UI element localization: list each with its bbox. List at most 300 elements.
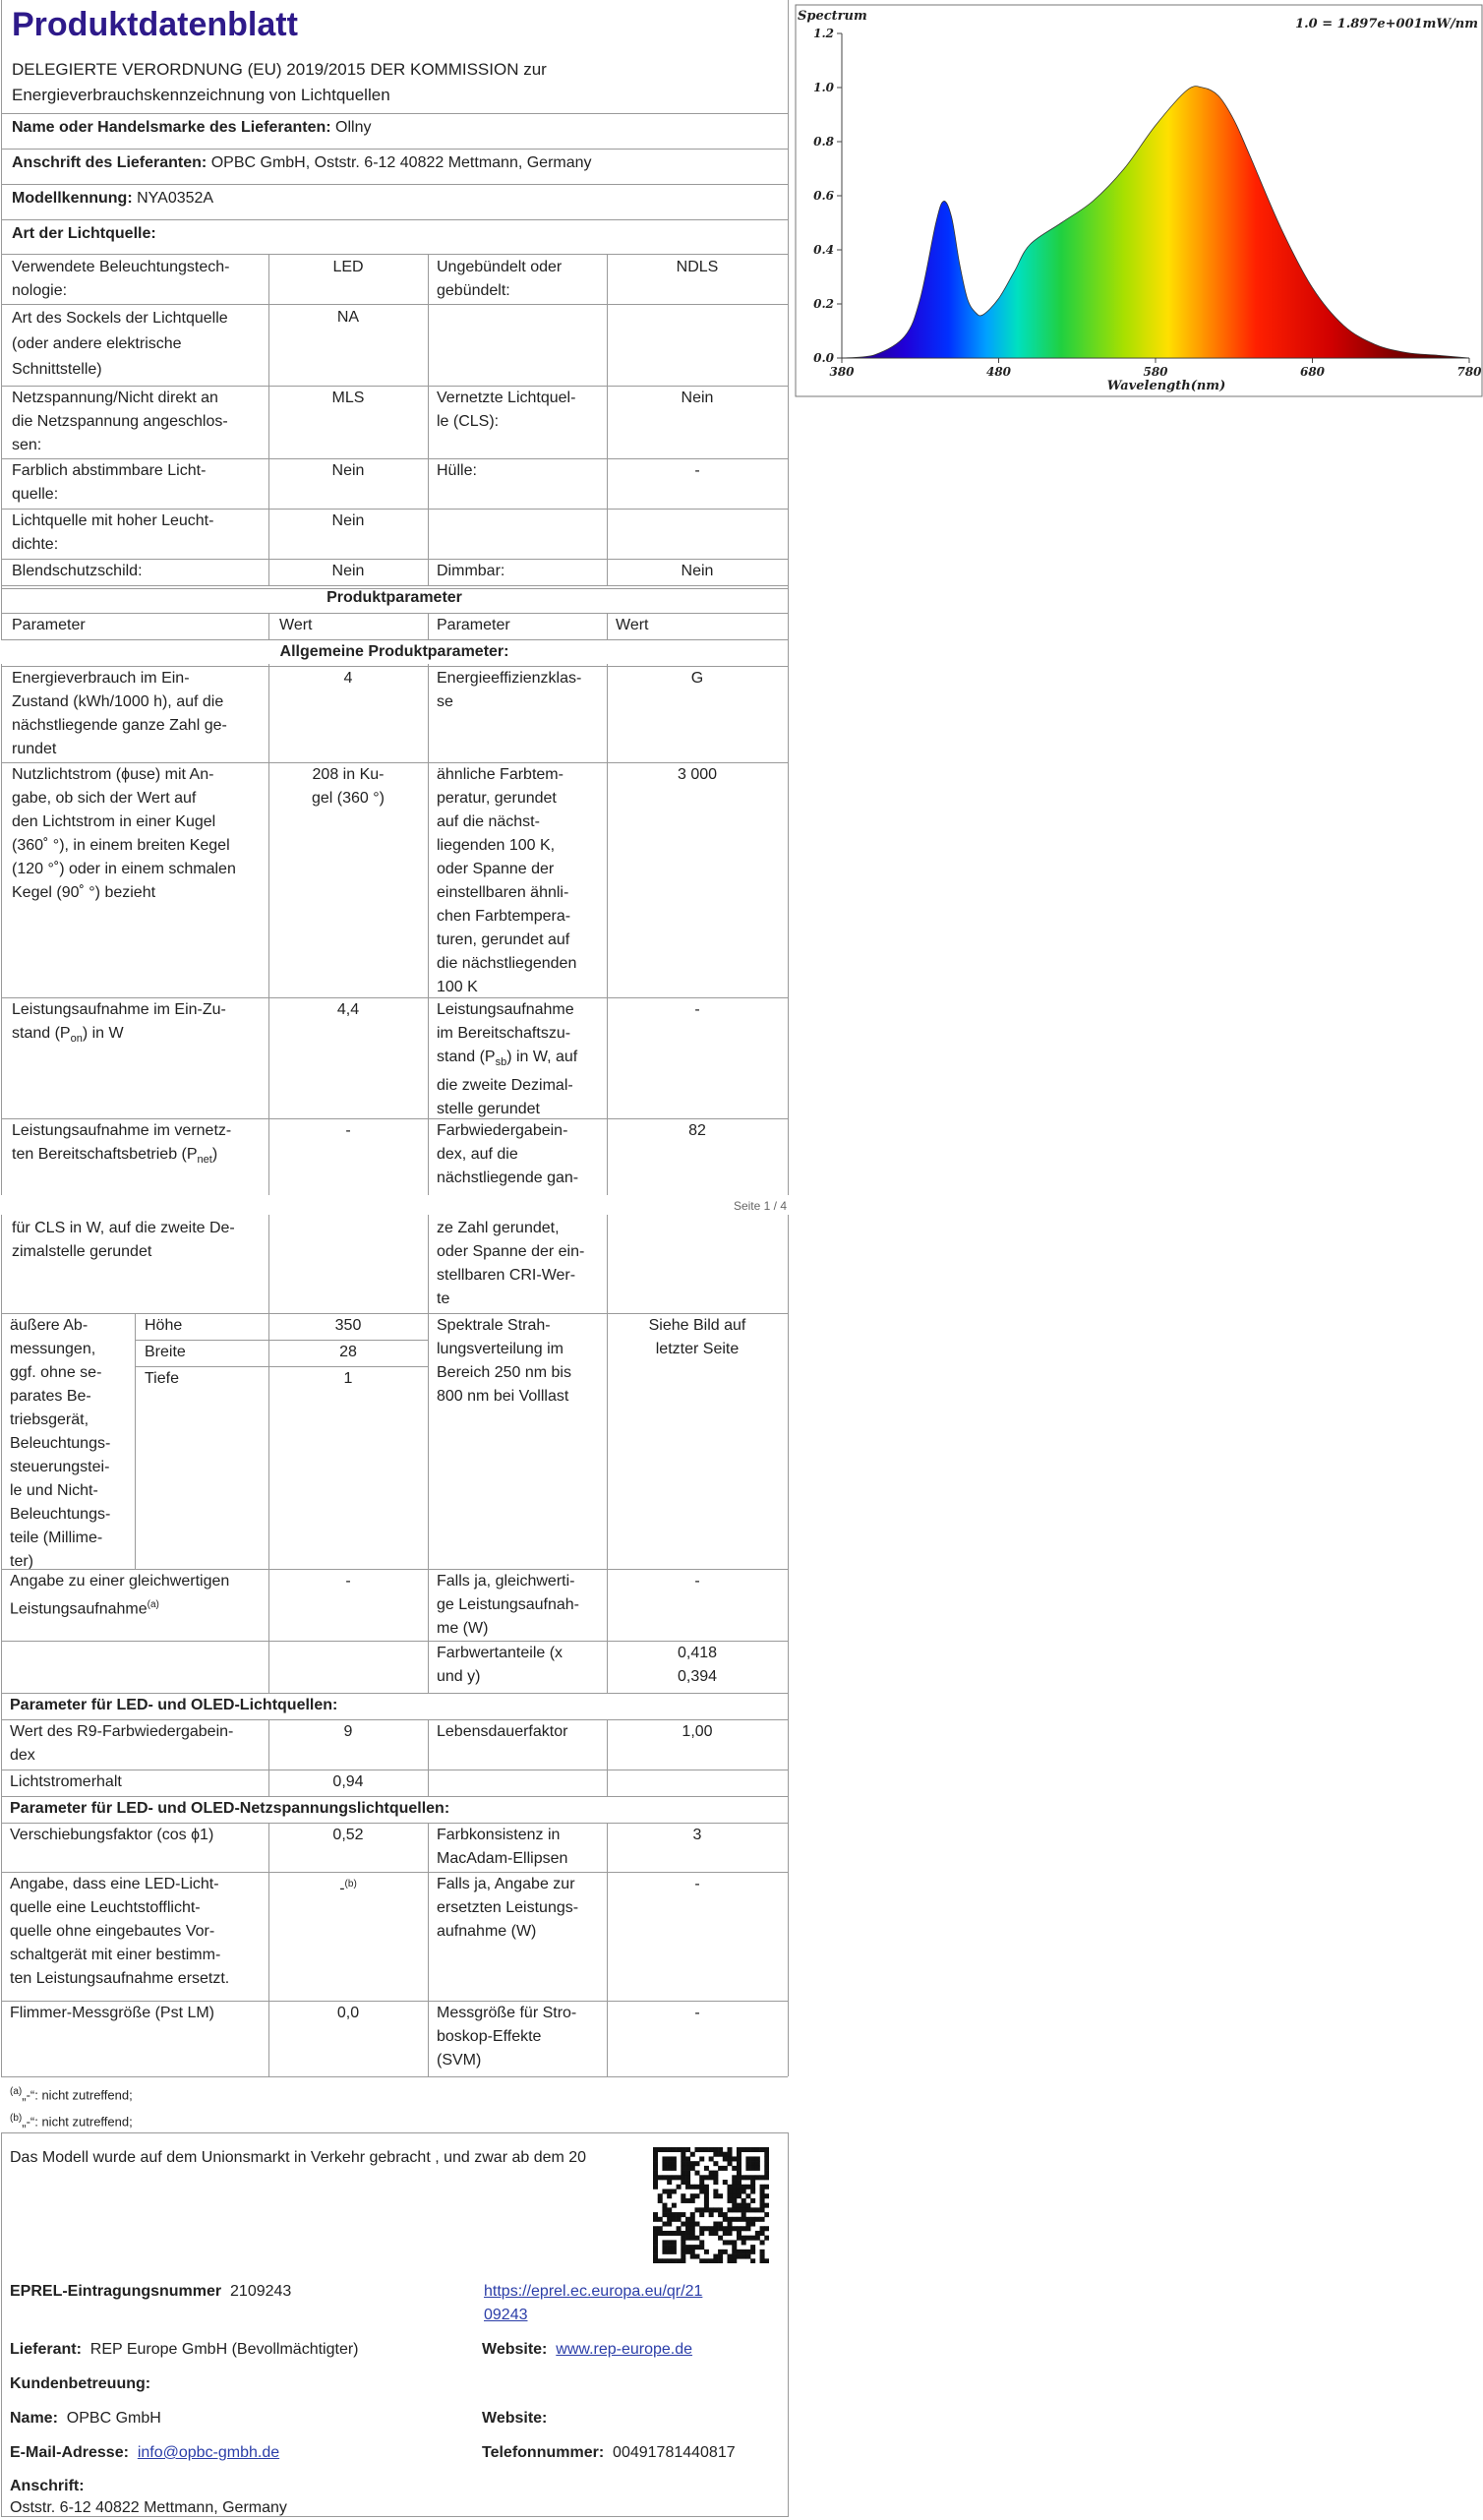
qr-module: [732, 2189, 737, 2193]
qr-module: [742, 2185, 746, 2190]
qr-module: [653, 2250, 658, 2254]
qr-module: [742, 2226, 746, 2231]
qr-module: [681, 2254, 685, 2259]
cct-value: 3 000: [677, 766, 718, 783]
height-value: 350: [334, 1317, 362, 1334]
qr-module: [662, 2156, 667, 2161]
depth-label: Tiefe: [145, 1370, 179, 1387]
eq-watt-label: Falls ja, gleichwerti- ge Leistungsaufnah- me (W): [437, 1573, 579, 1637]
lt-highlum-label: Lichtquelle mit hoher Leucht- dichte:: [12, 512, 214, 553]
qr-module: [704, 2189, 709, 2193]
qr-module: [737, 2203, 742, 2208]
qr-module: [732, 2250, 737, 2254]
qr-module: [662, 2222, 667, 2227]
energy-class-label: Energieeffizienzklas- se: [437, 670, 582, 710]
replacement-value: -$^{(b)}$: [339, 1879, 357, 1897]
qr-module: [718, 2258, 723, 2263]
qr-module: [745, 2236, 750, 2241]
lt-cls-label: Vernetzte Lichtquel- le (CLS):: [437, 390, 576, 430]
lt-technology-label: Verwendete Beleuchtungstech- nologie:: [12, 259, 230, 299]
qr-module: [658, 2231, 663, 2236]
pon-value: 4,4: [336, 1001, 360, 1018]
x-tick-label: 380: [829, 365, 855, 379]
qr-module: [667, 2166, 672, 2171]
qr-module: [742, 2189, 746, 2193]
qr-module: [750, 2258, 755, 2263]
qr-module: [750, 2180, 755, 2185]
qr-module: [709, 2231, 714, 2236]
qr-module: [728, 2226, 733, 2231]
qr-module: [737, 2226, 742, 2231]
qr-module: [732, 2156, 737, 2161]
qr-module: [690, 2250, 695, 2254]
y-tick-label: 0.2: [813, 297, 834, 311]
qr-module: [713, 2193, 718, 2198]
qr-module: [750, 2175, 755, 2180]
qr-module: [764, 2152, 769, 2157]
qr-module: [709, 2258, 714, 2263]
qr-module: [672, 2258, 677, 2263]
qr-module: [653, 2166, 658, 2171]
qr-module: [658, 2198, 663, 2203]
qr-module: [681, 2171, 685, 2176]
qr-module: [672, 2217, 677, 2222]
qr-module: [704, 2147, 709, 2152]
height-label: Höhe: [145, 1317, 183, 1334]
qr-module: [667, 2180, 672, 2185]
qr-module: [760, 2189, 765, 2193]
qr-module: [653, 2236, 658, 2241]
qr-module: [723, 2166, 728, 2171]
qr-module: [750, 2207, 755, 2212]
qr-module: [760, 2193, 765, 2198]
qr-module: [699, 2175, 704, 2180]
qr-module: [742, 2254, 746, 2259]
qr-module: [667, 2147, 672, 2152]
lt-directional-value: NDLS: [676, 259, 719, 275]
qr-module: [653, 2152, 658, 2157]
qr-module: [760, 2250, 765, 2254]
qr-module: [667, 2222, 672, 2227]
col-value-2: Wert: [616, 617, 649, 633]
authorized-supplier-row: Lieferant: REP Europe GmbH (Bevollmächtigter): [10, 2341, 359, 2358]
product-params-header: Produktparameter: [326, 589, 462, 606]
regulation-text: DELEGIERTE VERORDNUNG (EU) 2019/2015 DER KOMMISSION zur Energieverbrauchskennzeichnung von Lichtquellen: [12, 60, 547, 104]
general-params-header: Allgemeine Produktparameter:: [1, 640, 788, 664]
qr-module: [672, 2240, 677, 2245]
qr-module: [732, 2175, 737, 2180]
spd-value: Siehe Bild auf letzter Seite: [648, 1317, 746, 1357]
qr-module: [745, 2207, 750, 2212]
qr-module: [653, 2212, 658, 2217]
lt-directional-label: Ungebündelt oder gebündelt:: [437, 259, 563, 299]
website-row: Website: www.rep-europe.de: [482, 2341, 693, 2358]
cct-label: ähnliche Farbtem- peratur, gerundet auf die nächst- liegenden 100 K, oder Spanne der einstellbaren ähnli- chen Farbtempera- turen, gerundet auf die nächstliegenden 100 K: [437, 766, 577, 995]
x-tick-label: 480: [985, 365, 1012, 379]
model-row: Modellkennung: NYA0352A: [12, 190, 214, 207]
qr-module: [755, 2217, 760, 2222]
qr-module: [737, 2156, 742, 2161]
qr-module: [713, 2226, 718, 2231]
qr-module: [699, 2240, 704, 2245]
qr-module: [764, 2156, 769, 2161]
qr-module: [718, 2226, 723, 2231]
qr-module: [728, 2189, 733, 2193]
qr-module: [737, 2152, 742, 2157]
qr-module: [745, 2217, 750, 2222]
psb-value: -: [694, 1001, 700, 1018]
qr-module: [672, 2161, 677, 2166]
qr-module: [672, 2156, 677, 2161]
qr-module: [681, 2258, 685, 2263]
qr-module: [704, 2166, 709, 2171]
qr-module: [681, 2193, 685, 2198]
qr-module: [764, 2212, 769, 2217]
qr-module: [681, 2240, 685, 2245]
qr-module: [662, 2189, 667, 2193]
lt-envelope-value: -: [694, 462, 700, 479]
qr-module: [750, 2161, 755, 2166]
qr-module: [667, 2240, 672, 2245]
qr-module: [690, 2166, 695, 2171]
qr-module: [694, 2171, 699, 2176]
phone-row: Telefonnummer: 00491781440817: [482, 2444, 736, 2461]
qr-module: [732, 2203, 737, 2208]
energy-class-value: G: [690, 670, 704, 687]
qr-module: [690, 2217, 695, 2222]
y-tick-label: 0.6: [813, 189, 834, 203]
qr-module: [760, 2198, 765, 2203]
chromaticity-label: Farbwertanteile (x und y): [437, 1645, 564, 1685]
flicker-label: Flimmer-Messgröße (Pst LM): [10, 2005, 215, 2021]
lt-tunable-value: Nein: [331, 462, 365, 479]
qr-module: [662, 2161, 667, 2166]
qr-module: [658, 2147, 663, 2152]
qr-module: [694, 2222, 699, 2227]
qr-module: [750, 2198, 755, 2203]
qr-module: [728, 2147, 733, 2152]
qr-module: [662, 2166, 667, 2171]
qr-module: [737, 2147, 742, 2152]
address-label: Anschrift:: [10, 2478, 85, 2494]
qr-module: [699, 2156, 704, 2161]
energy-value: 4: [343, 670, 353, 687]
email-link[interactable]: info@opbc-gmbh.de: [137, 2444, 280, 2461]
qr-module: [728, 2207, 733, 2212]
table-border-right: [788, 0, 789, 1195]
qr-module: [764, 2203, 769, 2208]
qr-module: [742, 2147, 746, 2152]
qr-module: [713, 2147, 718, 2152]
qr-module: [704, 2175, 709, 2180]
qr-module: [728, 2185, 733, 2190]
qr-module: [732, 2185, 737, 2190]
qr-module: [718, 2254, 723, 2259]
qr-module: [737, 2175, 742, 2180]
qr-module: [750, 2156, 755, 2161]
qr-module: [745, 2193, 750, 2198]
qr-module: [745, 2250, 750, 2254]
replacement-watt-value: -: [694, 1876, 700, 1892]
qr-module: [745, 2147, 750, 2152]
lt-antiglare-label: Blendschutzschild:: [12, 563, 143, 579]
qr-module: [737, 2161, 742, 2166]
qr-module: [745, 2156, 750, 2161]
qr-module: [760, 2258, 765, 2263]
qr-module: [713, 2222, 718, 2227]
qr-module: [728, 2152, 733, 2157]
qr-module: [662, 2207, 667, 2212]
qr-module: [742, 2203, 746, 2208]
psb-label: Leistungsaufnahme im Bereitschaftszu- stand $(P_{sb})$ in W, auf die zweite Dezimal- stelle gerundet: [437, 1001, 578, 1118]
qr-module: [653, 2185, 658, 2190]
qr-module: [685, 2198, 690, 2203]
qr-module: [662, 2212, 667, 2217]
qr-module: [690, 2161, 695, 2166]
qr-module: [732, 2226, 737, 2231]
qr-module: [718, 2207, 723, 2212]
qr-module: [728, 2217, 733, 2222]
qr-module: [737, 2217, 742, 2222]
y-tick-label: 1.2: [813, 27, 834, 40]
svm-value: -: [694, 2005, 700, 2021]
customer-service-label: Kundenbetreuung:: [10, 2375, 151, 2392]
qr-module: [764, 2193, 769, 2198]
qr-module: [760, 2203, 765, 2208]
name-row: Name: OPBC GmbH: [10, 2410, 161, 2427]
qr-module: [764, 2147, 769, 2152]
x-tick-label: 680: [1299, 365, 1326, 379]
qr-module: [677, 2226, 682, 2231]
lifetime-label: Lebensdauerfaktor: [437, 1723, 568, 1740]
qr-module: [677, 2147, 682, 2152]
qr-module: [667, 2245, 672, 2250]
qr-module: [685, 2161, 690, 2166]
qr-module: [653, 2240, 658, 2245]
mains-params-header: Parameter für LED- und OLED-Netzspannungslichtquellen:: [10, 1800, 450, 1817]
qr-module: [681, 2147, 685, 2152]
qr-module: [728, 2161, 733, 2166]
eprel-row: EPREL-Eintragungsnummer 2109243: [10, 2283, 292, 2300]
eprel-link[interactable]: https://eprel.ec.europa.eu/qr/21 09243: [484, 2283, 703, 2323]
qr-module: [742, 2175, 746, 2180]
pnet-label-cont: für CLS in W, auf die zweite De- zimalstelle gerundet: [12, 1220, 235, 1260]
qr-module: [681, 2236, 685, 2241]
qr-module: [737, 2231, 742, 2236]
qr-module: [764, 2161, 769, 2166]
qr-module: [685, 2217, 690, 2222]
qr-module: [745, 2203, 750, 2208]
page-number: Seite 1 / 4: [733, 1199, 787, 1213]
qr-module: [709, 2147, 714, 2152]
qr-module: [694, 2185, 699, 2190]
qr-module: [713, 2189, 718, 2193]
qr-module: [699, 2258, 704, 2263]
qr-module: [694, 2193, 699, 2198]
qr-module: [653, 2226, 658, 2231]
spectrum-chart-svg: [795, 4, 1483, 397]
qr-module: [653, 2180, 658, 2185]
qr-module: [685, 2245, 690, 2250]
qr-module: [662, 2231, 667, 2236]
qr-module: [662, 2245, 667, 2250]
qr-module: [694, 2236, 699, 2241]
qr-module: [732, 2198, 737, 2203]
qr-module: [750, 2217, 755, 2222]
qr-module: [658, 2217, 663, 2222]
r9-value: 9: [343, 1723, 353, 1740]
pnet-value: -: [345, 1122, 351, 1139]
qr-module: [672, 2189, 677, 2193]
qr-module: [742, 2212, 746, 2217]
depth-value: 1: [343, 1370, 353, 1387]
qr-module: [723, 2152, 728, 2157]
qr-module: [681, 2152, 685, 2157]
qr-module: [681, 2161, 685, 2166]
qr-module: [755, 2156, 760, 2161]
qr-module: [760, 2185, 765, 2190]
website-link[interactable]: www.rep-europe.de: [556, 2341, 693, 2358]
lt-antiglare-value: Nein: [331, 563, 365, 579]
qr-module: [690, 2226, 695, 2231]
qr-module: [685, 2171, 690, 2176]
qr-module: [690, 2212, 695, 2217]
lt-mains-label: Netzspannung/Nicht direkt an die Netzspannung angeschlos- sen:: [12, 390, 228, 453]
qr-module: [713, 2231, 718, 2236]
svm-label: Messgröße für Stro- boskop-Effekte (SVM): [437, 2005, 577, 2069]
qr-module: [732, 2193, 737, 2198]
qr-module: [690, 2254, 695, 2259]
qr-module: [755, 2147, 760, 2152]
flux-value: 208 in Ku- gel (360 °): [312, 766, 385, 807]
qr-code[interactable]: [653, 2147, 769, 2263]
displacement-label: Verschiebungsfaktor (cos ϕ1): [10, 1827, 214, 1843]
qr-module: [755, 2161, 760, 2166]
qr-module: [681, 2231, 685, 2236]
qr-module: [662, 2240, 667, 2245]
qr-module: [709, 2207, 714, 2212]
qr-module: [755, 2166, 760, 2171]
qr-module: [667, 2156, 672, 2161]
qr-module: [653, 2147, 658, 2152]
lt-socket-value: NA: [336, 309, 360, 326]
address-row: Anschrift des Lieferanten: OPBC GmbH, Oststr. 6-12 40822 Mettmann, Germany: [12, 154, 592, 171]
replacement-watt-label: Falls ja, Angabe zur ersetzten Leistungs- aufnahme (W): [437, 1876, 579, 1940]
email-row: E-Mail-Adresse: info@opbc-gmbh.de: [10, 2444, 280, 2461]
qr-module: [662, 2175, 667, 2180]
qr-module: [745, 2161, 750, 2166]
qr-module: [662, 2147, 667, 2152]
eq-watt-value: -: [694, 1573, 700, 1590]
qr-module: [750, 2236, 755, 2241]
qr-module: [667, 2193, 672, 2198]
qr-module: [760, 2207, 765, 2212]
qr-module: [699, 2207, 704, 2212]
qr-module: [742, 2250, 746, 2254]
dimensions-label: äußere Ab- messungen, ggf. ohne se- parates Be- triebsgerät, Beleuchtungs- steuerungstei- le und Nicht- Beleuchtungs- teile (Millime- ter): [10, 1317, 111, 1570]
cri-label-cont: ze Zahl gerundet, oder Spanne der ein- stellbaren CRI-Wer- te: [437, 1220, 585, 1307]
eq-power-label: Angabe zu einer gleichwertigen Leistungsaufnahme$^{(a)}$: [10, 1573, 230, 1618]
qr-module: [713, 2254, 718, 2259]
width-value: 28: [339, 1344, 357, 1360]
qr-module: [699, 2212, 704, 2217]
qr-module: [732, 2240, 737, 2245]
lt-dimmable-value: Nein: [681, 563, 714, 579]
qr-module: [709, 2226, 714, 2231]
qr-module: [667, 2189, 672, 2193]
qr-module: [713, 2258, 718, 2263]
qr-module: [750, 2245, 755, 2250]
qr-module: [728, 2254, 733, 2259]
qr-module: [681, 2250, 685, 2254]
chart-xlabel: Wavelength(nm): [1106, 379, 1226, 393]
qr-module: [742, 2198, 746, 2203]
qr-module: [667, 2258, 672, 2263]
qr-module: [667, 2161, 672, 2166]
qr-module: [690, 2152, 695, 2157]
qr-module: [732, 2166, 737, 2171]
qr-module: [760, 2240, 765, 2245]
qr-module: [764, 2175, 769, 2180]
qr-module: [690, 2245, 695, 2250]
lt-tunable-label: Farblich abstimmbare Licht- quelle:: [12, 462, 207, 503]
qr-module: [653, 2231, 658, 2236]
qr-module: [667, 2250, 672, 2254]
qr-module: [732, 2258, 737, 2263]
light-type-header: Art der Lichtquelle:: [12, 225, 156, 242]
qr-module: [745, 2175, 750, 2180]
qr-module: [718, 2193, 723, 2198]
qr-module: [718, 2222, 723, 2227]
qr-module: [764, 2185, 769, 2190]
qr-module: [685, 2226, 690, 2231]
y-tick-label: 0.0: [813, 351, 834, 365]
spd-label: Spektrale Strah- lungsverteilung im Bereich 250 nm bis 800 nm bei Volllast: [437, 1317, 571, 1405]
qr-module: [699, 2245, 704, 2250]
chart-annotation: 1.0 = 1.897e+001mW/nm: [1295, 17, 1478, 31]
cri-value: 82: [688, 1122, 706, 1139]
qr-module: [677, 2217, 682, 2222]
qr-module: [685, 2185, 690, 2190]
qr-module: [750, 2250, 755, 2254]
qr-module: [755, 2231, 760, 2236]
qr-module: [653, 2156, 658, 2161]
qr-module: [690, 2185, 695, 2190]
eq-power-value: -: [345, 1573, 351, 1590]
qr-module: [732, 2207, 737, 2212]
qr-module: [728, 2222, 733, 2227]
col-parameter-2: Parameter: [437, 617, 510, 633]
qr-module: [737, 2207, 742, 2212]
qr-module: [728, 2193, 733, 2198]
qr-module: [690, 2231, 695, 2236]
qr-module: [667, 2175, 672, 2180]
qr-module: [658, 2175, 663, 2180]
chromaticity-value: 0,418 0,394: [677, 1645, 718, 1685]
qr-module: [690, 2198, 695, 2203]
col-parameter-1: Parameter: [12, 617, 86, 633]
qr-module: [750, 2189, 755, 2193]
qr-module: [681, 2212, 685, 2217]
qr-module: [737, 2254, 742, 2259]
lt-mains-value: MLS: [331, 390, 365, 406]
maintenance-label: Lichtstromerhalt: [10, 1773, 122, 1790]
qr-module: [658, 2258, 663, 2263]
qr-module: [742, 2207, 746, 2212]
market-text: Das Modell wurde auf dem Unionsmarkt in Verkehr gebracht , und zwar ab dem 20: [10, 2149, 587, 2166]
qr-module: [737, 2189, 742, 2193]
qr-module: [745, 2226, 750, 2231]
